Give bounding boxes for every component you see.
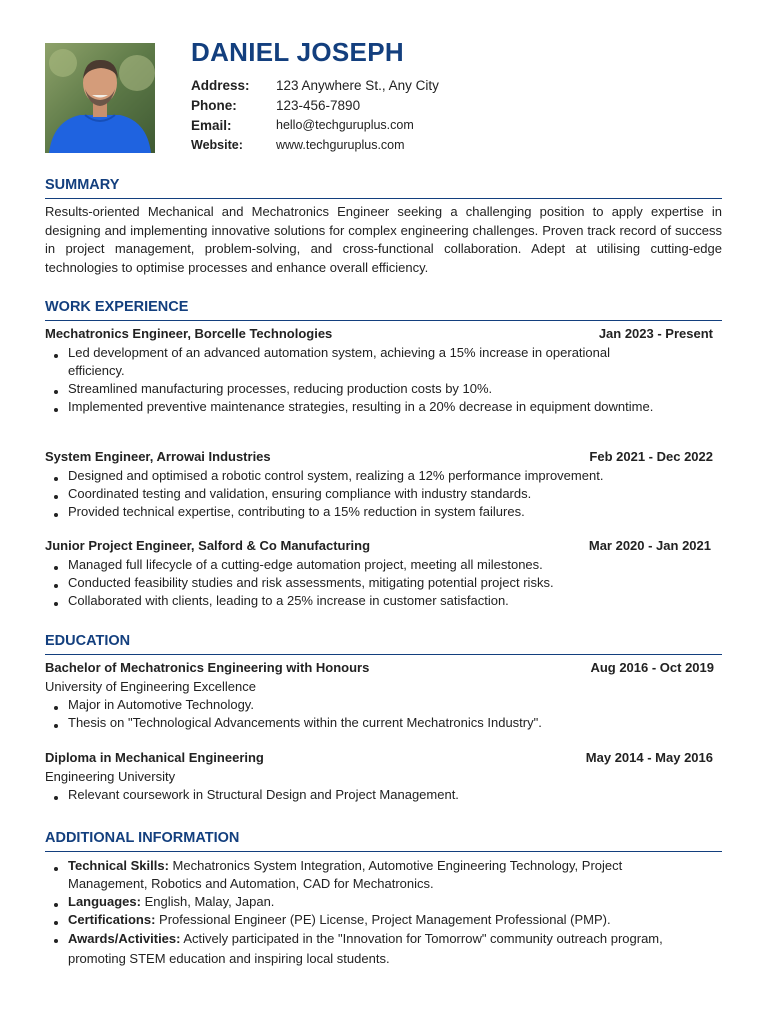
education-heading: EDUCATION [45, 633, 722, 655]
job-header [45, 538, 722, 556]
bullet-label: Certifications: [68, 912, 156, 927]
bullet-item: Conducted feasibility studies and risk assessments, mitigating potential project risks. [45, 574, 688, 592]
address-value: 123 Anywhere St., Any City [276, 78, 439, 93]
bullet-item [45, 893, 688, 911]
address-label: Address: [191, 78, 250, 93]
email-value[interactable]: hello@techguruplus.com [276, 118, 414, 132]
job-dates: Jan 2023 - Present [598, 326, 713, 341]
email-label: Email: [191, 118, 232, 133]
bullet-item: Streamlined manufacturing processes, reducing production costs by 10%. [45, 380, 668, 398]
bullet-label: Awards/Activities: [68, 931, 181, 946]
bullet-item: Led development of an advanced automation system, achieving a 15% increase in operational efficiency. [45, 344, 668, 380]
job-header [45, 326, 722, 344]
summary-text: Results-oriented Mechanical and Mechatronics Engineer seeking a challenging position to apply expertise in designing and implementing innovative solutions for complex engineering challenges. Proven track record of success in project management, problem-solving, and cross-functional collaboration. Adept at utilising cutting-edge technologies to optimise processes and enhance overall efficiency. [45, 204, 722, 275]
work-experience-heading: WORK EXPERIENCE [45, 299, 722, 321]
education-bullets [45, 786, 722, 804]
education-entry [45, 750, 722, 804]
website-label: Website: [191, 138, 243, 152]
additional-info-list [45, 857, 722, 969]
bullet-item: Designed and optimised a robotic control system, realizing a 12% performance improvement. [45, 467, 688, 485]
bullet-item: Provided technical expertise, contributing to a 15% reduction in system failures. [45, 503, 688, 521]
job-entry [45, 538, 722, 610]
school-name: Engineering University [45, 769, 176, 784]
job-header [45, 449, 722, 467]
education-bullets [45, 696, 722, 732]
profile-photo [45, 43, 155, 153]
bullet-label: Technical Skills: [68, 858, 169, 873]
candidate-name: DANIEL JOSEPH [191, 37, 404, 67]
job-title: System Engineer, Arrowai Industries [45, 449, 271, 464]
bullet-item: Collaborated with clients, leading to a 25% increase in customer satisfaction. [45, 592, 688, 610]
resume-header [45, 0, 722, 170]
education-header [45, 660, 722, 678]
bullet-label: Languages: [68, 894, 141, 909]
website-value[interactable]: www.techguruplus.com [276, 138, 405, 152]
degree-title: Bachelor of Mechatronics Engineering with Honours [45, 660, 370, 675]
additional-info-heading: ADDITIONAL INFORMATION [45, 830, 722, 852]
bullet-item [45, 929, 688, 969]
bullet-item: Thesis on "Technological Advancements within the current Mechatronics Industry". [45, 714, 688, 732]
bullet-item: Implemented preventive maintenance strategies, resulting in a 20% decrease in equipment downtime. [45, 398, 668, 416]
job-entry [45, 326, 722, 416]
job-title: Mechatronics Engineer, Borcelle Technologies [45, 326, 333, 341]
education-dates: Aug 2016 - Oct 2019 [590, 660, 714, 675]
job-bullets [45, 556, 722, 610]
bullet-text: Professional Engineer (PE) License, Project Management Professional (PMP). [155, 912, 611, 927]
job-bullets [45, 344, 722, 416]
school-name: University of Engineering Excellence [45, 679, 256, 694]
bullet-item: Managed full lifecycle of a cutting-edge automation project, meeting all milestones. [45, 556, 688, 574]
phone-value: 123-456-7890 [276, 98, 361, 113]
phone-label: Phone: [191, 98, 237, 113]
job-entry [45, 449, 722, 521]
bullet-text: Actively participated in the "Innovation for Tomorrow" community outreach program, promoting STEM education and inspiring local students. [68, 931, 663, 966]
bullet-text: Mechatronics System Integration, Automotive Engineering Technology, Project Management, Robotics and Automation, CAD for Mechatronics. [68, 858, 623, 891]
bullet-item [45, 911, 688, 929]
bullet-item: Relevant coursework in Structural Design and Project Management. [45, 786, 688, 804]
bullet-item [45, 857, 688, 893]
degree-title: Diploma in Mechanical Engineering [45, 750, 264, 765]
job-dates: Feb 2021 - Dec 2022 [589, 449, 713, 464]
summary-heading: SUMMARY [45, 177, 722, 199]
bullet-text: English, Malay, Japan. [140, 894, 275, 909]
resume-page [45, 0, 722, 966]
job-title: Junior Project Engineer, Salford & Co Manufacturing [45, 538, 371, 553]
bullet-item: Coordinated testing and validation, ensuring compliance with industry standards. [45, 485, 688, 503]
job-bullets [45, 467, 722, 521]
education-dates: May 2014 - May 2016 [585, 750, 713, 765]
education-entry [45, 660, 722, 732]
job-dates: Mar 2020 - Jan 2021 [588, 538, 711, 553]
additional-bullets [45, 857, 722, 969]
education-header [45, 750, 722, 768]
bullet-item: Major in Automotive Technology. [45, 696, 688, 714]
